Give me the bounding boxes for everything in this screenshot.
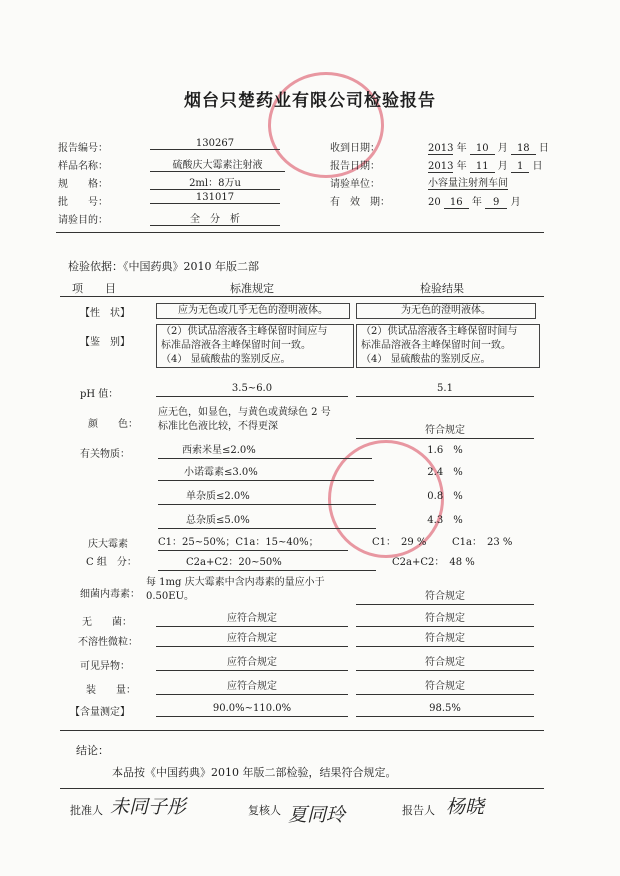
color-item: 颜 色： [88, 419, 138, 430]
assay-result: 98.5% [356, 702, 534, 717]
particles-item: 不溶性微粒： [78, 637, 138, 648]
assay-std: 90.0%~110.0% [156, 702, 348, 717]
appearance-std: 应为无色或几乎无色的澄明液体。 [156, 303, 350, 319]
conclusion-label: 结论： [76, 744, 109, 757]
ident-std: （2）供试品溶液各主峰保留时间应与 标准品溶液各主峰保留时间一致。 （4） 显硫酸盐的鉴别反应。 [156, 324, 354, 368]
gentamicin-item: 庆大霉素 [88, 539, 128, 550]
requester-label: 请验单位： [330, 179, 380, 190]
approver-signature: 未同子彤 [110, 796, 187, 818]
endotoxin-item: 细菌内毒素： [80, 589, 140, 600]
table-top-rule [60, 296, 544, 297]
col-standard-header: 标准规定 [230, 282, 274, 295]
related-std-2: 单杂质≤2.0% [158, 490, 376, 505]
ident-item: 【鉴 别】 [80, 337, 130, 348]
ident-result: （2）供试品溶液各主峰保留时间与 标准品溶液各主峰保留时间一致。 （4） 显硫酸盐的鉴别反应。 [356, 324, 540, 368]
header-divider [56, 232, 544, 233]
reviewer-label: 复核人 [248, 804, 281, 817]
gentamicin-std-2: C2a+C2：20~50% [158, 556, 376, 571]
report-no-value: 130267 [150, 138, 280, 150]
related-result-0: 1.6 % [427, 445, 463, 456]
received-date: 2013 年 10 月 18 日 [428, 143, 549, 154]
sample-name-label: 样品名称： [58, 161, 108, 172]
conclusion-rule [60, 788, 544, 789]
particles-std: 应符合规定 [156, 632, 348, 647]
visible-result: 符合规定 [356, 656, 534, 671]
gentamicin-std-1: C1：25~50%；C1a：15~40%； [158, 536, 348, 551]
batch-label: 批 号： [58, 197, 108, 208]
col-result-header: 检验结果 [420, 282, 464, 295]
related-std-1: 小诺霉素≤3.0% [158, 466, 374, 481]
expiry-value: 20 16 年 9 月 [428, 197, 521, 208]
reviewer-signature: 夏同玲 [288, 804, 346, 826]
reporter-signature: 杨晓 [446, 796, 485, 818]
fill-item: 装 量： [86, 685, 136, 696]
report-title: 烟台只楚药业有限公司检验报告 [184, 91, 436, 111]
endotoxin-result: 符合规定 [356, 590, 534, 605]
fill-result: 符合规定 [356, 680, 534, 695]
requester-value: 小容量注射剂车间 [428, 174, 508, 190]
ph-std: 3.5~6.0 [156, 382, 348, 397]
related-result-1: 2.4 % [427, 467, 463, 478]
test-basis: 检验依据：《中国药典》2010 年版二部 [68, 260, 259, 273]
expiry-label: 有 效 期： [330, 197, 390, 208]
fill-std: 应符合规定 [156, 680, 348, 695]
appearance-item: 【性 状】 [80, 308, 130, 319]
visible-item: 可见异物： [80, 661, 130, 672]
purpose-label: 请验目的： [58, 215, 108, 226]
ph-item: pH 值： [80, 389, 119, 400]
report-date: 2013 年 11 月 1 日 [428, 161, 543, 172]
visible-std: 应符合规定 [156, 656, 348, 671]
sample-name-value: 硫酸庆大霉素注射液 [150, 156, 285, 172]
conclusion-text: 本品按《中国药典》2010 年版二部检验，结果符合规定。 [112, 766, 397, 779]
approver-label: 批准人 [70, 804, 103, 817]
spec-value: 2ml：8万u [150, 174, 280, 190]
assay-item: 【含量测定】 [70, 707, 130, 718]
ph-result: 5.1 [356, 382, 534, 397]
gentamicin-item-2: C 组 分： [86, 557, 137, 568]
color-result: 符合规定 [356, 424, 534, 439]
color-std: 应无色，如显色，与黄色或黄绿色 2 号 标准比色液比较，不得更深 [158, 407, 331, 432]
received-label: 收到日期： [330, 143, 380, 154]
report-date-label: 报告日期： [330, 161, 380, 172]
report-no-label: 报告编号： [58, 143, 108, 154]
sterility-item: 无 菌： [82, 617, 132, 628]
gentamicin-res-c1: C1： 29 % [372, 537, 427, 548]
related-std-3: 总杂质≤5.0% [158, 514, 376, 529]
col-item-header: 项 目 [72, 282, 116, 295]
spec-label: 规 格： [58, 179, 108, 190]
appearance-result: 为无色的澄明液体。 [356, 303, 536, 319]
sterility-std: 应符合规定 [156, 612, 348, 627]
batch-value: 131017 [150, 192, 280, 204]
table-bottom-rule [60, 730, 544, 731]
particles-result: 符合规定 [356, 632, 534, 647]
sterility-result: 符合规定 [356, 612, 534, 627]
gentamicin-res-c1a: C1a： 23 % [452, 537, 513, 548]
related-std-0: 西索米星≤2.0% [158, 444, 372, 459]
gentamicin-res-c2: C2a+C2： 48 % [392, 557, 475, 568]
related-item: 有关物质： [80, 449, 130, 460]
related-result-3: 4.3 % [427, 515, 463, 526]
related-result-2: 0.8 % [427, 491, 463, 502]
purpose-value: 全 分 析 [150, 210, 280, 226]
reporter-label: 报告人 [402, 804, 435, 817]
endotoxin-std: 每 1mg 庆大霉素中含内毒素的量应小于 0.50EU。 [146, 577, 325, 602]
